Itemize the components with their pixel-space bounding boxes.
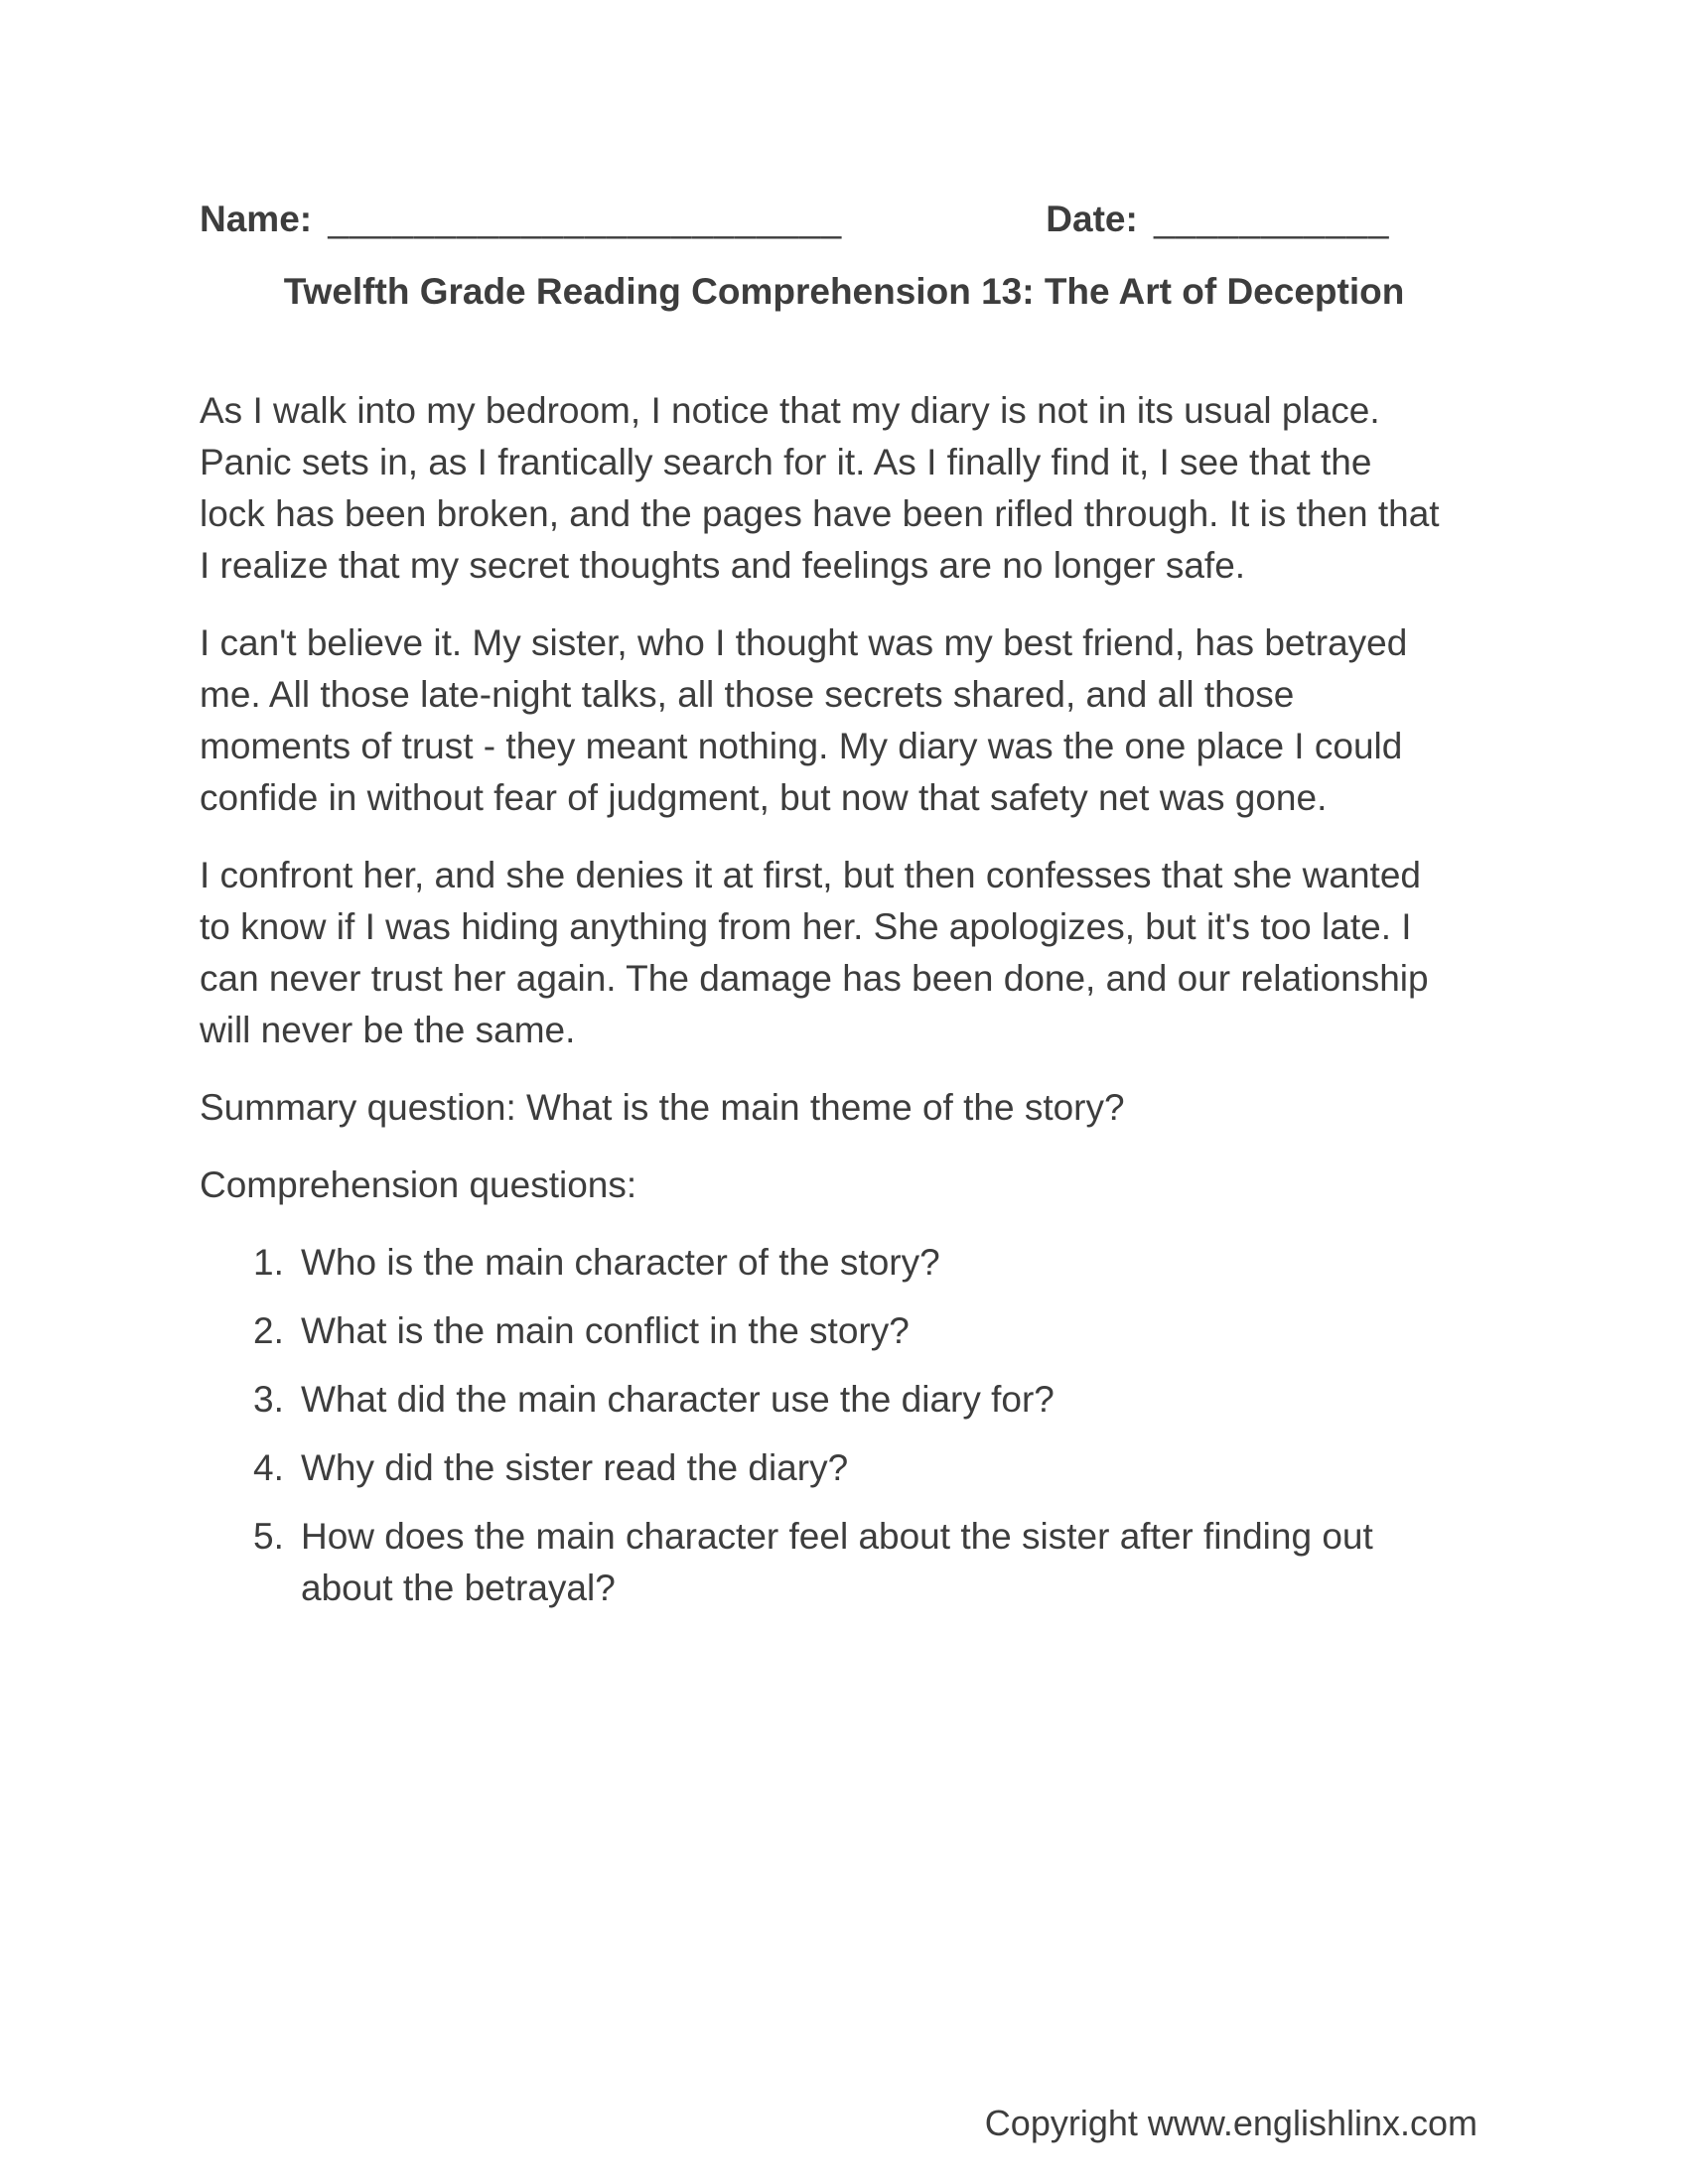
question-item: [200, 1374, 1443, 1426]
question-number: 5.: [253, 1516, 284, 1557]
name-label: Name:: [200, 199, 313, 239]
question-text: How does the main character feel about the sister after finding out about the betrayal?: [301, 1516, 1373, 1608]
date-blank-line: ___________: [1154, 199, 1390, 239]
date-field: [1046, 197, 1389, 242]
question-number: 4.: [253, 1447, 284, 1488]
question-text: What is the main conflict in the story?: [301, 1310, 910, 1351]
question-number: 2.: [253, 1310, 284, 1351]
copyright-text: Copyright www.englishlinx.com: [984, 2103, 1477, 2143]
worksheet-body: [200, 385, 1443, 1631]
date-label: Date:: [1046, 199, 1138, 239]
question-list: [200, 1237, 1443, 1614]
page-title: Twelfth Grade Reading Comprehension 13: The Art of Deception: [283, 271, 1405, 312]
question-item: [200, 1442, 1443, 1494]
name-blank-line: ________________________: [328, 199, 843, 239]
question-item: [200, 1305, 1443, 1357]
question-text: What did the main character use the diary for?: [301, 1379, 1055, 1420]
question-number: 1.: [253, 1242, 284, 1283]
comprehension-questions-label: Comprehension questions:: [200, 1164, 637, 1205]
question-number: 3.: [253, 1379, 284, 1420]
story-paragraph: As I walk into my bedroom, I notice that my diary is not in its usual place. Panic sets in, as I frantically search for it. As I finally find it, I see that the lock has been broken, and the pages have been rifled through. It is then that I realize that my secret thoughts and feelings are no longer safe.: [200, 390, 1440, 586]
story-paragraph: I confront her, and she denies it at first, but then confesses that she wanted to know if I was hiding anything from her. She apologizes, but it's too late. I can never trust her again. The damage has been done, and our relationship will never be the same.: [200, 855, 1429, 1050]
summary-question: Summary question: What is the main theme of the story?: [200, 1087, 1125, 1128]
question-text: Why did the sister read the diary?: [301, 1447, 849, 1488]
question-text: Who is the main character of the story?: [301, 1242, 940, 1283]
question-item: [200, 1237, 1443, 1289]
story-paragraph: I can't believe it. My sister, who I thought was my best friend, has betrayed me. All those late-night talks, all those secrets shared, and all those moments of trust - they meant nothing. My diary was the one place I could confide in without fear of judgment, but now that safety net was gone.: [200, 622, 1408, 818]
name-date-row: [200, 197, 1441, 242]
question-item: [200, 1511, 1443, 1614]
name-field: [200, 197, 842, 242]
